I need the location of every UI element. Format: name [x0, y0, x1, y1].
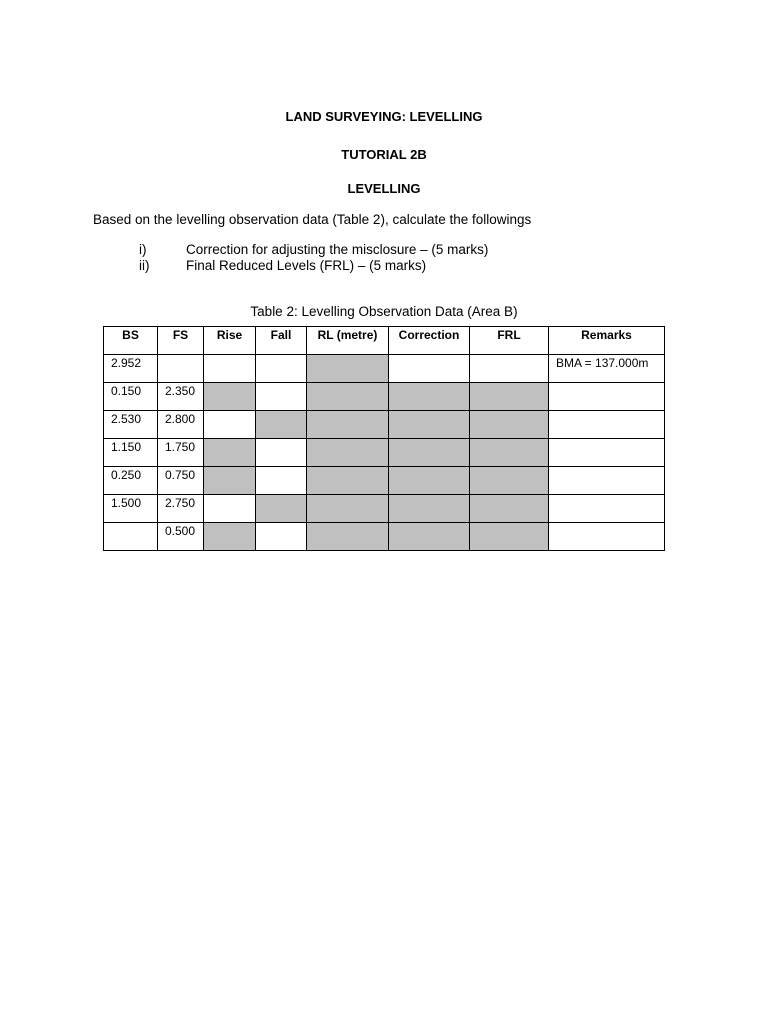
correction-cell — [389, 523, 470, 551]
bs-cell: 0.250 — [104, 467, 158, 495]
remarks-cell — [549, 439, 665, 467]
rise-cell — [204, 355, 256, 383]
frl-cell — [470, 411, 549, 439]
levelling-table — [103, 326, 665, 551]
remarks-cell — [549, 523, 665, 551]
fall-cell — [256, 355, 307, 383]
frl-cell — [470, 383, 549, 411]
frl-cell — [470, 439, 549, 467]
remarks-cell — [549, 495, 665, 523]
task-item — [139, 258, 488, 274]
rise-cell — [204, 495, 256, 523]
frl-cell — [470, 467, 549, 495]
remarks-cell — [549, 411, 665, 439]
bs-cell: 1.150 — [104, 439, 158, 467]
correction-cell — [389, 467, 470, 495]
tutorial-label: TUTORIAL 2B — [341, 147, 427, 162]
frl-cell — [470, 495, 549, 523]
bs-cell: 2.952 — [104, 355, 158, 383]
rl-cell — [307, 523, 389, 551]
correction-cell — [389, 439, 470, 467]
correction-cell — [389, 495, 470, 523]
task-number: i) — [139, 242, 147, 257]
correction-cell — [389, 411, 470, 439]
fs-cell — [158, 355, 204, 383]
fall-cell — [256, 523, 307, 551]
column-header: FS — [158, 327, 204, 355]
fs-cell: 2.350 — [158, 383, 204, 411]
fall-cell — [256, 439, 307, 467]
fall-cell — [256, 495, 307, 523]
frl-cell — [470, 355, 549, 383]
column-header: Fall — [256, 327, 307, 355]
task-text: Final Reduced Levels (FRL) – (5 marks) — [186, 258, 427, 273]
frl-cell — [470, 523, 549, 551]
table-row — [104, 355, 665, 383]
table-row — [104, 467, 665, 495]
rl-cell — [307, 383, 389, 411]
fs-cell: 2.750 — [158, 495, 204, 523]
fs-cell: 0.500 — [158, 523, 204, 551]
task-list — [139, 242, 488, 274]
task-text: Correction for adjusting the misclosure – (5 marks) — [186, 242, 489, 257]
fall-cell — [256, 467, 307, 495]
table-header-row — [104, 327, 665, 355]
column-header: RL (metre) — [307, 327, 389, 355]
table-caption: Table 2: Levelling Observation Data (Area B) — [250, 304, 518, 319]
rise-cell — [204, 523, 256, 551]
document-title: LAND SURVEYING: LEVELLING — [285, 109, 483, 124]
table-row — [104, 411, 665, 439]
task-item — [139, 242, 488, 258]
column-header: Rise — [204, 327, 256, 355]
table-row — [104, 523, 665, 551]
fall-cell — [256, 411, 307, 439]
correction-cell — [389, 383, 470, 411]
rl-cell — [307, 411, 389, 439]
rise-cell — [204, 467, 256, 495]
rise-cell — [204, 439, 256, 467]
correction-cell — [389, 355, 470, 383]
fs-cell: 0.750 — [158, 467, 204, 495]
rl-cell — [307, 467, 389, 495]
bs-cell: 1.500 — [104, 495, 158, 523]
remarks-cell — [549, 467, 665, 495]
rl-cell — [307, 439, 389, 467]
column-header: BS — [104, 327, 158, 355]
rise-cell — [204, 383, 256, 411]
remarks-cell: BMA = 137.000m — [549, 355, 665, 383]
column-header: Correction — [389, 327, 470, 355]
table-row — [104, 439, 665, 467]
column-header: FRL — [470, 327, 549, 355]
rl-cell — [307, 495, 389, 523]
rl-cell — [307, 355, 389, 383]
table-row — [104, 383, 665, 411]
remarks-cell — [549, 383, 665, 411]
task-number: ii) — [139, 258, 150, 273]
bs-cell — [104, 523, 158, 551]
fs-cell: 1.750 — [158, 439, 204, 467]
section-heading: LEVELLING — [347, 181, 421, 196]
fs-cell: 2.800 — [158, 411, 204, 439]
fall-cell — [256, 383, 307, 411]
bs-cell: 0.150 — [104, 383, 158, 411]
rise-cell — [204, 411, 256, 439]
bs-cell: 2.530 — [104, 411, 158, 439]
table-row — [104, 495, 665, 523]
column-header: Remarks — [549, 327, 665, 355]
intro-text: Based on the levelling observation data (Table 2), calculate the followings — [93, 212, 532, 227]
